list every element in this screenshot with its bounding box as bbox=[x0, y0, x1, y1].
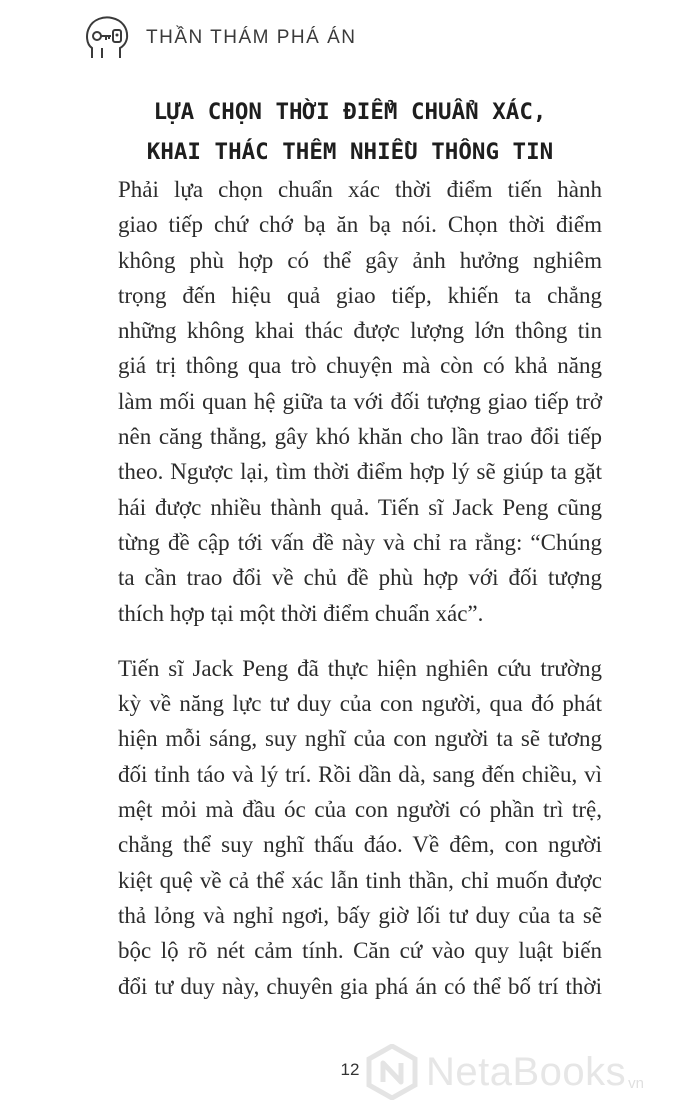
text-line: làm mối quan hệ giữa ta với đối tượng giao tiếp trở bbox=[118, 388, 602, 414]
text-line: ta cần trao đổi về chủ đề phù hợp với đối tượng bbox=[118, 565, 602, 591]
text-line: đổi tư duy này, chuyên gia phá án có thể bố trí thời bbox=[118, 973, 602, 999]
text-line: thả lỏng và nghỉ ngơi, bấy giờ lối tư duy của ta sẽ bbox=[118, 902, 602, 928]
page-number: 12 bbox=[340, 1060, 360, 1079]
watermark-suffix: vn bbox=[628, 1075, 645, 1092]
watermark-brand: NetaBooks bbox=[426, 1049, 627, 1094]
text-line: bộc lộ rõ nét cảm tính. Căn cứ vào quy luật biến bbox=[118, 938, 602, 964]
text-line: kỳ về năng lực tư duy của con người, qua đó phát bbox=[118, 691, 602, 717]
body-text bbox=[118, 172, 602, 1024]
running-header bbox=[84, 14, 357, 62]
text-line: chẳng thể suy nghĩ thấu đáo. Về đêm, con người bbox=[118, 832, 602, 858]
paragraph bbox=[118, 172, 602, 631]
text-line: trọng đến hiệu quả giao tiếp, khiến ta chẳng bbox=[118, 282, 602, 308]
text-line: giao tiếp chứ chớ bạ ăn bạ nói. Chọn thời điểm bbox=[118, 212, 602, 238]
text-line: hiện mỗi sáng, suy nghĩ của con người ta sẽ tương bbox=[118, 726, 602, 752]
text-line: thích hợp tại một thời điểm chuẩn xác”. bbox=[118, 600, 484, 626]
head-with-key-icon bbox=[84, 14, 132, 62]
paragraph bbox=[118, 651, 602, 1004]
text-line: kiệt quệ về cả thể xác lẫn tinh thần, chỉ muốn được bbox=[118, 867, 602, 893]
text-line: Phải lựa chọn chuẩn xác thời điểm tiến hành bbox=[118, 177, 602, 202]
text-line: giá trị thông qua trò chuyện mà còn có khả năng bbox=[118, 353, 602, 379]
text-line: hái được nhiều thành quả. Tiến sĩ Jack Peng cũng bbox=[118, 494, 602, 520]
text-line: Tiến sĩ Jack Peng đã thực hiện nghiên cứu trường bbox=[118, 655, 602, 681]
text-line: theo. Ngược lại, tìm thời điểm hợp lý sẽ giúp ta gặt bbox=[118, 459, 602, 485]
text-line: đối tỉnh táo và lý trí. Rồi dần dà, sang đến chiều, vì bbox=[118, 761, 602, 787]
text-line: mệt mỏi mà đầu óc của con người có phần trì trệ, bbox=[118, 797, 602, 823]
netabooks-logo-icon bbox=[366, 1044, 418, 1100]
text-line: từng đề cập tới vấn đề này và chỉ ra rằng: “Chúng bbox=[118, 529, 602, 555]
running-header-title: THẦN THÁM PHÁ ÁN bbox=[146, 27, 357, 48]
watermark bbox=[366, 1044, 644, 1100]
text-line: những không khai thác được lượng lớn thông tin bbox=[118, 318, 602, 344]
chapter-title bbox=[0, 92, 700, 172]
chapter-title-line: KHAI THÁC THÊM NHIỀU THÔNG TIN bbox=[146, 139, 554, 165]
text-line: không phù hợp có thể gây ảnh hưởng nghiêm bbox=[118, 247, 602, 273]
chapter-title-line: LỰA CHỌN THỜI ĐIỂM CHUẨN XÁC, bbox=[153, 99, 547, 125]
text-line: nên căng thẳng, gây khó khăn cho lần trao đổi tiếp bbox=[118, 424, 602, 450]
